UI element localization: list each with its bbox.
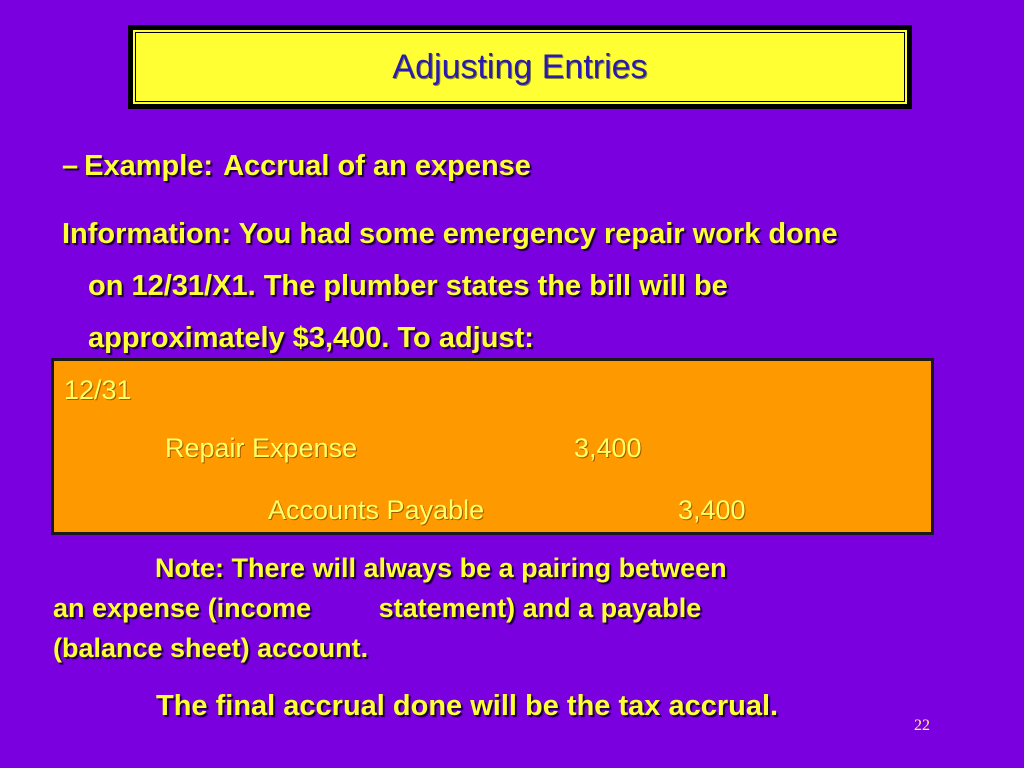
note-line: (balance sheet) account. <box>53 633 369 663</box>
final-statement: The final accrual done will be the tax accrual. <box>156 690 779 722</box>
title-frame <box>128 25 912 109</box>
title-box <box>131 28 909 106</box>
example-topic: Accrual of an expense <box>223 150 531 182</box>
example-label: Example: <box>84 150 214 182</box>
debit-account: Repair Expense <box>165 433 358 463</box>
example-bullet <box>62 150 531 183</box>
information-line: Information: You had some emergency repair work done <box>62 218 838 250</box>
note-line: Note: There will always be a pairing between <box>155 553 727 583</box>
information-line: approximately $3,400. To adjust: <box>88 322 534 354</box>
entry-date: 12/31 <box>64 375 132 405</box>
information-paragraph <box>62 208 1002 364</box>
journal-entry-box <box>51 358 934 535</box>
credit-account: Accounts Payable <box>268 495 485 525</box>
bullet-dash: – <box>62 150 79 182</box>
slide-title: Adjusting Entries <box>392 47 648 86</box>
page-number: 22 <box>914 717 930 734</box>
note-line: an expense (income statement) and a payable <box>53 593 702 623</box>
information-line: on 12/31/X1. The plumber states the bill will be <box>88 270 728 302</box>
note-paragraph <box>53 548 953 668</box>
debit-amount: 3,400 <box>574 433 642 463</box>
credit-amount: 3,400 <box>678 495 746 525</box>
